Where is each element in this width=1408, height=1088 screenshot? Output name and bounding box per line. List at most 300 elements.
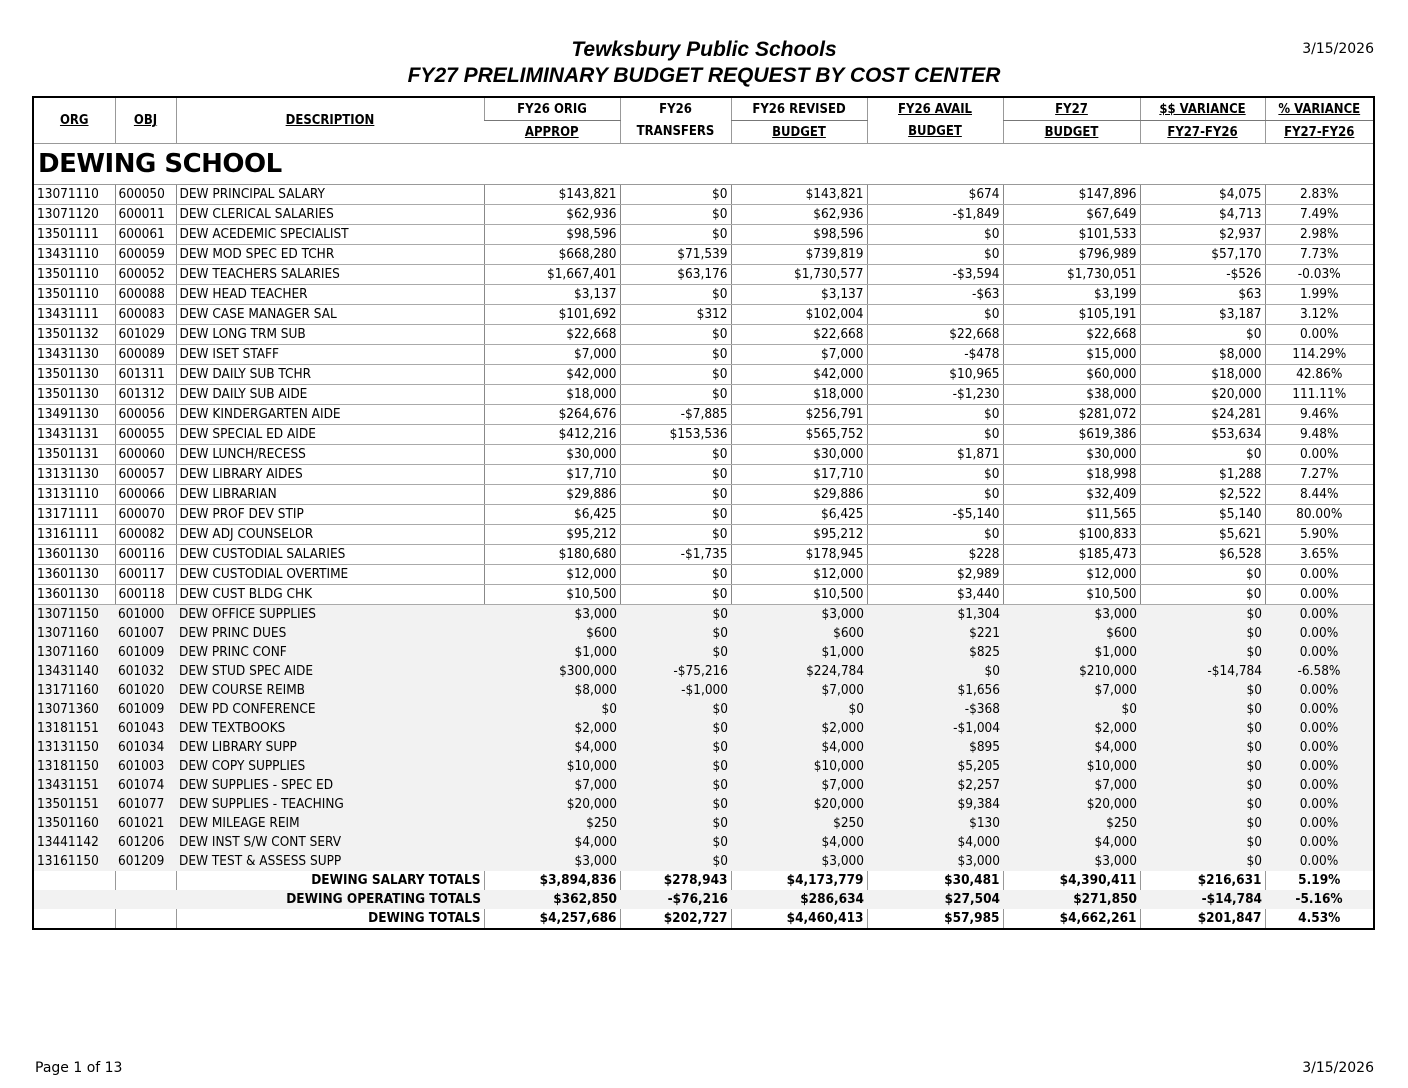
org-cell: 13501151 <box>34 795 115 814</box>
fy27-budget-cell: $15,000 <box>1003 345 1140 365</box>
transfers-cell: $0 <box>620 385 731 405</box>
table-row <box>34 565 1373 585</box>
pct-variance-cell: -0.03% <box>1265 265 1373 285</box>
description-cell: DEW HEAD TEACHER <box>176 285 484 305</box>
orig-approp-cell: $4,000 <box>484 738 620 757</box>
revised-budget-cell: $10,000 <box>731 757 867 776</box>
transfers-cell: $278,943 <box>620 871 731 890</box>
description-cell: DEW CASE MANAGER SAL <box>176 305 484 325</box>
obj-cell: 601007 <box>115 624 176 643</box>
fy27-budget-cell: $30,000 <box>1003 445 1140 465</box>
organization-title: Tewksbury Public Schools <box>571 38 837 61</box>
pct-variance-cell: 5.90% <box>1265 525 1373 545</box>
description-cell: DEW CUSTODIAL OVERTIME <box>176 565 484 585</box>
avail-budget-cell: -$368 <box>867 700 1003 719</box>
transfers-cell: $312 <box>620 305 731 325</box>
revised-budget-cell: $30,000 <box>731 445 867 465</box>
dollar-variance-cell: $53,634 <box>1140 425 1265 445</box>
revised-budget-cell: $62,936 <box>731 205 867 225</box>
description-cell: DEW KINDERGARTEN AIDE <box>176 405 484 425</box>
dollar-variance-cell: $24,281 <box>1140 405 1265 425</box>
transfers-cell: $0 <box>620 757 731 776</box>
description-cell: DEW ISET STAFF <box>176 345 484 365</box>
org-cell: 13071160 <box>34 643 115 662</box>
dollar-variance-cell: $2,522 <box>1140 485 1265 505</box>
description-cell: DEW SUPPLIES - TEACHING <box>176 795 484 814</box>
table-row <box>34 814 1373 833</box>
obj-cell: 600116 <box>115 545 176 565</box>
org-cell: 13501130 <box>34 385 115 405</box>
fy27-budget-cell: $60,000 <box>1003 365 1140 385</box>
description-cell: DEW LIBRARY AIDES <box>176 465 484 485</box>
transfers-cell: -$1,000 <box>620 681 731 700</box>
description-cell: DEW INST S/W CONT SERV <box>176 833 484 852</box>
pct-variance-cell: 2.83% <box>1265 185 1373 205</box>
transfers-cell: $0 <box>620 776 731 795</box>
pct-variance-cell: 0.00% <box>1265 833 1373 852</box>
fy27-budget-cell: $22,668 <box>1003 325 1140 345</box>
description-cell: DEW DAILY SUB AIDE <box>176 385 484 405</box>
dollar-variance-cell: $0 <box>1140 776 1265 795</box>
description-cell: DEW CUST BLDG CHK <box>176 585 484 605</box>
fy27-budget-cell: $105,191 <box>1003 305 1140 325</box>
table-row <box>34 245 1373 265</box>
revised-budget-cell: $250 <box>731 814 867 833</box>
fy27-budget-cell: $4,000 <box>1003 738 1140 757</box>
fy27-budget-cell: $250 <box>1003 814 1140 833</box>
org-cell: 13431111 <box>34 305 115 325</box>
dollar-variance-cell: $20,000 <box>1140 385 1265 405</box>
fy27-budget-cell: $101,533 <box>1003 225 1140 245</box>
table-row <box>34 225 1373 245</box>
pct-variance-cell: 9.48% <box>1265 425 1373 445</box>
table-row <box>34 662 1373 681</box>
revised-budget-cell: $18,000 <box>731 385 867 405</box>
table-row <box>34 605 1373 625</box>
revised-budget-cell: $4,000 <box>731 833 867 852</box>
revised-budget-cell: $178,945 <box>731 545 867 565</box>
orig-approp-cell: $30,000 <box>484 445 620 465</box>
org-cell: 13071360 <box>34 700 115 719</box>
description-cell: DEW CUSTODIAL SALARIES <box>176 545 484 565</box>
org-cell: 13501110 <box>34 265 115 285</box>
dollar-variance-cell: $18,000 <box>1140 365 1265 385</box>
dollar-variance-cell: $0 <box>1140 565 1265 585</box>
pct-variance-cell: 0.00% <box>1265 776 1373 795</box>
revised-budget-cell: $3,000 <box>731 605 867 625</box>
revised-budget-cell: $143,821 <box>731 185 867 205</box>
orig-approp-cell: $1,667,401 <box>484 265 620 285</box>
avail-budget-cell: $0 <box>867 485 1003 505</box>
pct-variance-cell: 0.00% <box>1265 565 1373 585</box>
avail-budget-cell: $0 <box>867 662 1003 681</box>
orig-approp-cell: $8,000 <box>484 681 620 700</box>
col-header-revised-bottom: BUDGET <box>731 121 867 144</box>
transfers-cell: -$1,735 <box>620 545 731 565</box>
pct-variance-cell: 5.19% <box>1265 871 1373 890</box>
table-row <box>34 265 1373 285</box>
avail-budget-cell: $3,440 <box>867 585 1003 605</box>
fy27-budget-cell: $3,000 <box>1003 852 1140 871</box>
empty-cell <box>115 871 176 890</box>
description-cell: DEW LIBRARIAN <box>176 485 484 505</box>
avail-budget-cell: $0 <box>867 305 1003 325</box>
transfers-cell: $0 <box>620 225 731 245</box>
description-cell: DEW TEACHERS SALARIES <box>176 265 484 285</box>
table-row <box>34 345 1373 365</box>
dollar-variance-cell: $0 <box>1140 795 1265 814</box>
avail-budget-cell: $130 <box>867 814 1003 833</box>
totals-row <box>34 890 1373 909</box>
dollar-variance-cell: $0 <box>1140 605 1265 625</box>
dollar-variance-cell: -$14,784 <box>1140 890 1265 909</box>
fy27-budget-cell: $4,000 <box>1003 833 1140 852</box>
col-header-transfers-bottom: TRANSFERS <box>620 121 731 144</box>
fy27-budget-cell: $38,000 <box>1003 385 1140 405</box>
orig-approp-cell: $4,257,686 <box>484 909 620 928</box>
fy27-budget-cell: $10,000 <box>1003 757 1140 776</box>
totals-row <box>34 909 1373 928</box>
transfers-cell: $0 <box>620 624 731 643</box>
transfers-cell: $0 <box>620 605 731 625</box>
revised-budget-cell: $42,000 <box>731 365 867 385</box>
header-date: 3/15/2026 <box>1302 41 1374 57</box>
transfers-cell: $0 <box>620 585 731 605</box>
obj-cell: 601311 <box>115 365 176 385</box>
dollar-variance-cell: $6,528 <box>1140 545 1265 565</box>
avail-budget-cell: $1,871 <box>867 445 1003 465</box>
org-cell: 13071110 <box>34 185 115 205</box>
orig-approp-cell: $42,000 <box>484 365 620 385</box>
org-cell: 13431110 <box>34 245 115 265</box>
org-cell: 13161150 <box>34 852 115 871</box>
transfers-cell: $0 <box>620 325 731 345</box>
pct-variance-cell: 0.00% <box>1265 852 1373 871</box>
dollar-variance-cell: $0 <box>1140 738 1265 757</box>
revised-budget-cell: $98,596 <box>731 225 867 245</box>
table-row <box>34 365 1373 385</box>
page-number: Page 1 of 13 <box>35 1060 123 1076</box>
obj-cell: 601206 <box>115 833 176 852</box>
org-cell: 13501111 <box>34 225 115 245</box>
avail-budget-cell: $9,384 <box>867 795 1003 814</box>
org-cell: 13131150 <box>34 738 115 757</box>
pct-variance-cell: 7.49% <box>1265 205 1373 225</box>
avail-budget-cell: $221 <box>867 624 1003 643</box>
orig-approp-cell: $10,500 <box>484 585 620 605</box>
revised-budget-cell: $29,886 <box>731 485 867 505</box>
avail-budget-cell: $22,668 <box>867 325 1003 345</box>
col-header-pct-top: % VARIANCE <box>1265 98 1373 121</box>
obj-cell: 601034 <box>115 738 176 757</box>
revised-budget-cell: $286,634 <box>731 890 867 909</box>
avail-budget-cell: $57,985 <box>867 909 1003 928</box>
revised-budget-cell: $4,000 <box>731 738 867 757</box>
orig-approp-cell: $600 <box>484 624 620 643</box>
pct-variance-cell: 0.00% <box>1265 585 1373 605</box>
pct-variance-cell: -6.58% <box>1265 662 1373 681</box>
orig-approp-cell: $668,280 <box>484 245 620 265</box>
org-cell: 13431130 <box>34 345 115 365</box>
dollar-variance-cell: $4,713 <box>1140 205 1265 225</box>
description-cell: DEW LIBRARY SUPP <box>176 738 484 757</box>
obj-cell: 600011 <box>115 205 176 225</box>
org-cell: 13501130 <box>34 365 115 385</box>
org-cell: 13171160 <box>34 681 115 700</box>
orig-approp-cell: $20,000 <box>484 795 620 814</box>
table-row <box>34 185 1373 205</box>
orig-approp-cell: $6,425 <box>484 505 620 525</box>
table-row <box>34 425 1373 445</box>
org-cell: 13071160 <box>34 624 115 643</box>
dollar-variance-cell: $201,847 <box>1140 909 1265 928</box>
org-cell: 13431151 <box>34 776 115 795</box>
fy27-budget-cell: $67,649 <box>1003 205 1140 225</box>
pct-variance-cell: 0.00% <box>1265 719 1373 738</box>
org-cell: 13181151 <box>34 719 115 738</box>
revised-budget-cell: $224,784 <box>731 662 867 681</box>
transfers-cell: $0 <box>620 365 731 385</box>
col-header-orig-bottom: APPROP <box>524 124 579 140</box>
dollar-variance-cell: -$14,784 <box>1140 662 1265 681</box>
empty-cell <box>34 871 115 890</box>
transfers-cell: $0 <box>620 565 731 585</box>
obj-cell: 600088 <box>115 285 176 305</box>
pct-variance-cell: 7.73% <box>1265 245 1373 265</box>
avail-budget-cell: $1,304 <box>867 605 1003 625</box>
obj-cell: 600118 <box>115 585 176 605</box>
obj-cell: 600055 <box>115 425 176 445</box>
table-row <box>34 700 1373 719</box>
fy27-budget-cell: $11,565 <box>1003 505 1140 525</box>
obj-cell: 601209 <box>115 852 176 871</box>
table-row <box>34 445 1373 465</box>
totals-row <box>34 871 1373 890</box>
description-cell: DEW ACEDEMIC SPECIALIST <box>176 225 484 245</box>
org-cell: 13501110 <box>34 285 115 305</box>
orig-approp-cell: $95,212 <box>484 525 620 545</box>
description-cell: DEW SUPPLIES - SPEC ED <box>176 776 484 795</box>
orig-approp-cell: $101,692 <box>484 305 620 325</box>
description-cell: DEW ADJ COUNSELOR <box>176 525 484 545</box>
orig-approp-cell: $264,676 <box>484 405 620 425</box>
avail-budget-cell: $0 <box>867 425 1003 445</box>
description-cell: DEW TEST & ASSESS SUPP <box>176 852 484 871</box>
avail-budget-cell: $1,656 <box>867 681 1003 700</box>
pct-variance-cell: 0.00% <box>1265 325 1373 345</box>
avail-budget-cell: $30,481 <box>867 871 1003 890</box>
revised-budget-cell: $3,000 <box>731 852 867 871</box>
description-cell: DEW PROF DEV STIP <box>176 505 484 525</box>
orig-approp-cell: $412,216 <box>484 425 620 445</box>
dollar-variance-cell: $1,288 <box>1140 465 1265 485</box>
transfers-cell: $0 <box>620 852 731 871</box>
org-cell: 13131110 <box>34 485 115 505</box>
footer-date: 3/15/2026 <box>1302 1060 1374 1076</box>
table-row <box>34 776 1373 795</box>
revised-budget-cell: $7,000 <box>731 776 867 795</box>
orig-approp-cell: $3,137 <box>484 285 620 305</box>
orig-approp-cell: $3,894,836 <box>484 871 620 890</box>
dollar-variance-cell: -$526 <box>1140 265 1265 285</box>
col-header-org: ORG <box>59 113 89 128</box>
col-header-var-bottom: FY27-FY26 <box>1140 121 1265 144</box>
transfers-cell: $0 <box>620 700 731 719</box>
description-cell: DEW PRINCIPAL SALARY <box>176 185 484 205</box>
pct-variance-cell: 3.65% <box>1265 545 1373 565</box>
avail-budget-cell: $2,989 <box>867 565 1003 585</box>
revised-budget-cell: $1,000 <box>731 643 867 662</box>
dollar-variance-cell: $5,621 <box>1140 525 1265 545</box>
transfers-cell: -$7,885 <box>620 405 731 425</box>
empty-cell <box>115 909 176 928</box>
revised-budget-cell: $22,668 <box>731 325 867 345</box>
dollar-variance-cell: $0 <box>1140 833 1265 852</box>
table-row <box>34 385 1373 405</box>
org-cell: 13171111 <box>34 505 115 525</box>
budget-table-container <box>32 96 1375 930</box>
transfers-cell: $0 <box>620 795 731 814</box>
obj-cell: 600057 <box>115 465 176 485</box>
table-row <box>34 525 1373 545</box>
transfers-cell: $0 <box>620 445 731 465</box>
avail-budget-cell: $2,257 <box>867 776 1003 795</box>
empty-cell <box>34 909 115 928</box>
transfers-cell: $63,176 <box>620 265 731 285</box>
avail-budget-cell: $4,000 <box>867 833 1003 852</box>
orig-approp-cell: $17,710 <box>484 465 620 485</box>
totals-label: DEWING OPERATING TOTALS <box>176 890 484 909</box>
dollar-variance-cell: $4,075 <box>1140 185 1265 205</box>
fy27-budget-cell: $210,000 <box>1003 662 1140 681</box>
col-header-transfers-top: FY26 <box>620 98 731 121</box>
transfers-cell: $0 <box>620 485 731 505</box>
avail-budget-cell: $825 <box>867 643 1003 662</box>
description-cell: DEW CLERICAL SALARIES <box>176 205 484 225</box>
dollar-variance-cell: $5,140 <box>1140 505 1265 525</box>
transfers-cell: -$75,216 <box>620 662 731 681</box>
transfers-cell: $71,539 <box>620 245 731 265</box>
revised-budget-cell: $102,004 <box>731 305 867 325</box>
totals-label: DEWING SALARY TOTALS <box>176 871 484 890</box>
table-row <box>34 325 1373 345</box>
transfers-cell: $0 <box>620 525 731 545</box>
revised-budget-cell: $3,137 <box>731 285 867 305</box>
pct-variance-cell: -5.16% <box>1265 890 1373 909</box>
fy27-budget-cell: $2,000 <box>1003 719 1140 738</box>
revised-budget-cell: $95,212 <box>731 525 867 545</box>
description-cell: DEW TEXTBOOKS <box>176 719 484 738</box>
fy27-budget-cell: $32,409 <box>1003 485 1140 505</box>
pct-variance-cell: 0.00% <box>1265 700 1373 719</box>
pct-variance-cell: 0.00% <box>1265 624 1373 643</box>
pct-variance-cell: 9.46% <box>1265 405 1373 425</box>
orig-approp-cell: $250 <box>484 814 620 833</box>
orig-approp-cell: $300,000 <box>484 662 620 681</box>
transfers-cell: $153,536 <box>620 425 731 445</box>
obj-cell: 601029 <box>115 325 176 345</box>
revised-budget-cell: $4,460,413 <box>731 909 867 928</box>
orig-approp-cell: $0 <box>484 700 620 719</box>
dollar-variance-cell: $216,631 <box>1140 871 1265 890</box>
description-cell: DEW DAILY SUB TCHR <box>176 365 484 385</box>
pct-variance-cell: 4.53% <box>1265 909 1373 928</box>
transfers-cell: $0 <box>620 285 731 305</box>
avail-budget-cell: $10,965 <box>867 365 1003 385</box>
orig-approp-cell: $18,000 <box>484 385 620 405</box>
obj-cell: 601009 <box>115 700 176 719</box>
orig-approp-cell: $362,850 <box>484 890 620 909</box>
org-cell: 13431140 <box>34 662 115 681</box>
obj-cell: 600082 <box>115 525 176 545</box>
obj-cell: 600059 <box>115 245 176 265</box>
revised-budget-cell: $739,819 <box>731 245 867 265</box>
fy27-budget-cell: $281,072 <box>1003 405 1140 425</box>
avail-budget-cell: $0 <box>867 465 1003 485</box>
description-cell: DEW COPY SUPPLIES <box>176 757 484 776</box>
transfers-cell: $0 <box>620 345 731 365</box>
dollar-variance-cell: $0 <box>1140 757 1265 776</box>
table-row <box>34 833 1373 852</box>
revised-budget-cell: $600 <box>731 624 867 643</box>
col-header-description: DESCRIPTION <box>176 98 484 144</box>
org-cell: 13071120 <box>34 205 115 225</box>
pct-variance-cell: 80.00% <box>1265 505 1373 525</box>
obj-cell: 600089 <box>115 345 176 365</box>
col-header-pct-bottom: FY27-FY26 <box>1265 121 1373 144</box>
orig-approp-cell: $7,000 <box>484 776 620 795</box>
avail-budget-cell: $0 <box>867 225 1003 245</box>
revised-budget-cell: $256,791 <box>731 405 867 425</box>
description-cell: DEW LUNCH/RECESS <box>176 445 484 465</box>
pct-variance-cell: 0.00% <box>1265 795 1373 814</box>
orig-approp-cell: $1,000 <box>484 643 620 662</box>
dollar-variance-cell: $8,000 <box>1140 345 1265 365</box>
section-title: DEWING SCHOOL <box>34 144 1373 185</box>
revised-budget-cell: $565,752 <box>731 425 867 445</box>
pct-variance-cell: 0.00% <box>1265 814 1373 833</box>
fy27-budget-cell: $3,199 <box>1003 285 1140 305</box>
table-row <box>34 681 1373 700</box>
org-cell: 13501132 <box>34 325 115 345</box>
table-row <box>34 757 1373 776</box>
org-cell: 13441142 <box>34 833 115 852</box>
empty-cell <box>115 890 176 909</box>
table-row <box>34 205 1373 225</box>
avail-budget-cell: $674 <box>867 185 1003 205</box>
description-cell: DEW COURSE REIMB <box>176 681 484 700</box>
table-row <box>34 719 1373 738</box>
dollar-variance-cell: $3,187 <box>1140 305 1265 325</box>
org-cell: 13181150 <box>34 757 115 776</box>
transfers-cell: $0 <box>620 833 731 852</box>
fy27-budget-cell: $1,000 <box>1003 643 1140 662</box>
obj-cell: 600066 <box>115 485 176 505</box>
table-row <box>34 852 1373 871</box>
totals-label: DEWING TOTALS <box>176 909 484 928</box>
table-row <box>34 485 1373 505</box>
org-cell: 13491130 <box>34 405 115 425</box>
obj-cell: 601032 <box>115 662 176 681</box>
avail-budget-cell: -$1,004 <box>867 719 1003 738</box>
dollar-variance-cell: $0 <box>1140 852 1265 871</box>
fy27-budget-cell: $3,000 <box>1003 605 1140 625</box>
pct-variance-cell: 111.11% <box>1265 385 1373 405</box>
obj-cell: 601020 <box>115 681 176 700</box>
pct-variance-cell: 7.27% <box>1265 465 1373 485</box>
fy27-budget-cell: $20,000 <box>1003 795 1140 814</box>
empty-cell <box>34 890 115 909</box>
